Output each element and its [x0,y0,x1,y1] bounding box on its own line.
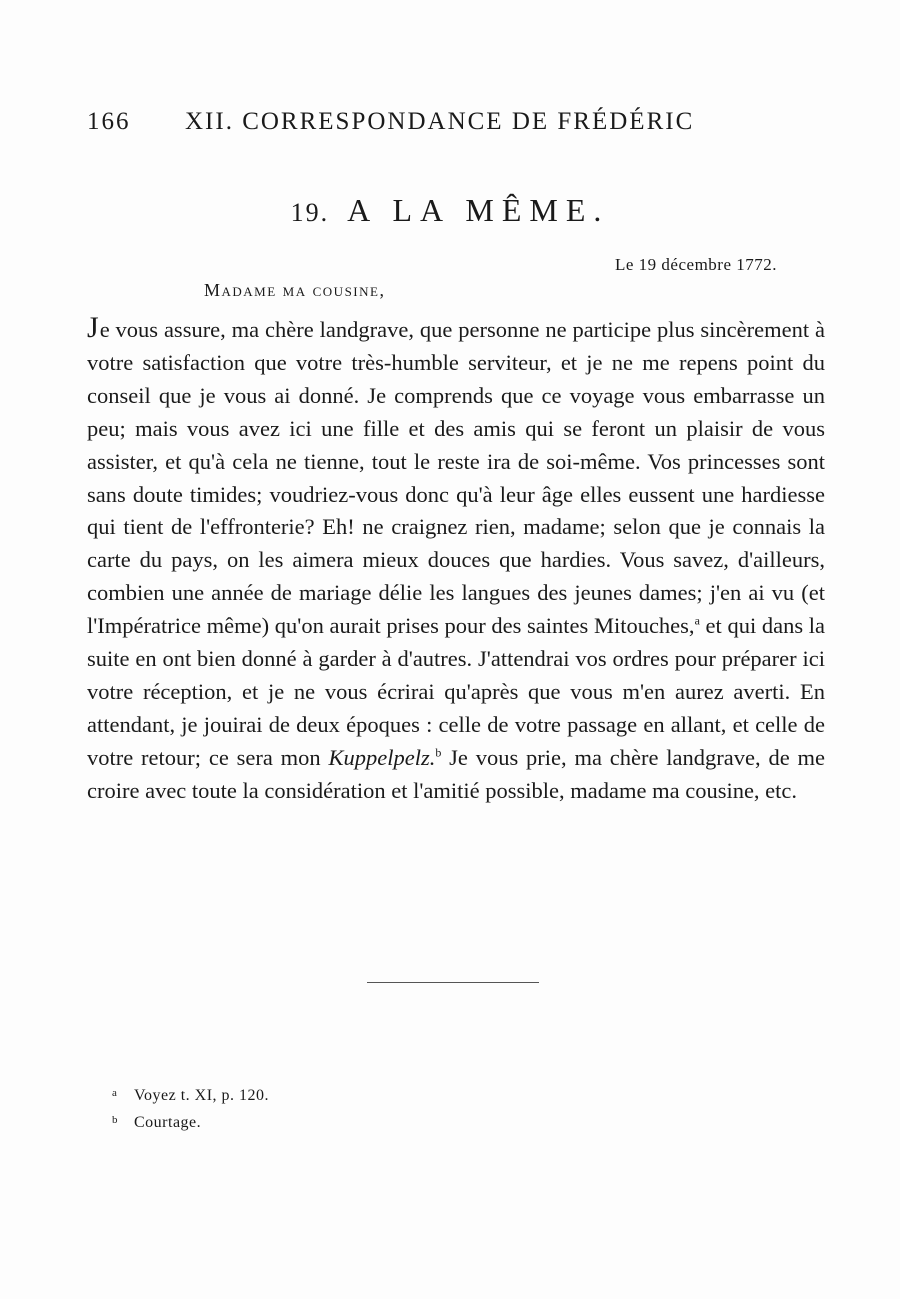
italic-word: Kuppelpelz. [328,744,436,770]
letter-title: A LA MÊME. [347,192,610,228]
footnote-mark: a [112,1087,118,1099]
salutation: Madame ma cousine, [204,280,386,300]
footnote-text: Voyez t. XI, p. 120. [134,1087,270,1104]
footnote-ref-b: b [435,745,442,760]
letter-number: 19. [290,198,330,227]
letter-body [87,312,825,808]
footnote-ref-a: a [694,613,700,628]
footnotes [112,1081,269,1135]
body-part-1: e vous assure, ma chère landgrave, que personne ne participe plus sincèrement à votre satisfaction que votre très-humble serviteur, et je ne me repens point du conseil que je vous ai donné. Je comprends que ce voyage vous embarrasse un peu; mais vous avez ici une fille et des amis qui se feront un plaisir de vous assister, et qu'à cela ne tienne, tout le reste ira de soi-même. Vos princesses sont sans doute timides; voudriez-vous donc qu'à leur âge elles eussent une hardiesse qui tient de l'effronterie? Eh! ne craignez rien, madame; selon que je connais la carte du pays, on les aimera mieux douces que hardies. Vous savez, d'ailleurs, combien une année de mariage délie les langues des jeunes dames; j'en ai vu (et l'Impératrice même) qu'on aurait prises pour des saintes Mitouches, [87,317,825,639]
letter-heading [0,192,900,229]
letter-date: Le 19 décembre 1772. [615,255,777,274]
body-part-3: Je vous prie, ma chère landgrave, de me croire avec toute la considération et l'amitié possible, madame ma cousine, etc. [87,744,825,803]
running-head-title: XII. CORRESPONDANCE DE FRÉDÉRIC [185,108,695,135]
section-divider [367,982,539,983]
footnote-b [112,1108,269,1135]
drop-cap: J [87,311,100,344]
body-part-2: et qui dans la suite en ont bien donné à garder à d'autres. J'attendrai vos ordres pour préparer ici votre réception, et je ne vous écrirai qu'après que vous m'en aurez averti. En attendant, je jouirai de deux époques : celle de votre passage en allant, et celle de votre retour; ce sera mon [87,613,825,770]
running-head [87,108,800,136]
page-number: 166 [87,108,131,135]
footnote-a [112,1081,269,1108]
footnote-text: Courtage. [134,1114,202,1131]
footnote-mark: b [112,1114,118,1126]
